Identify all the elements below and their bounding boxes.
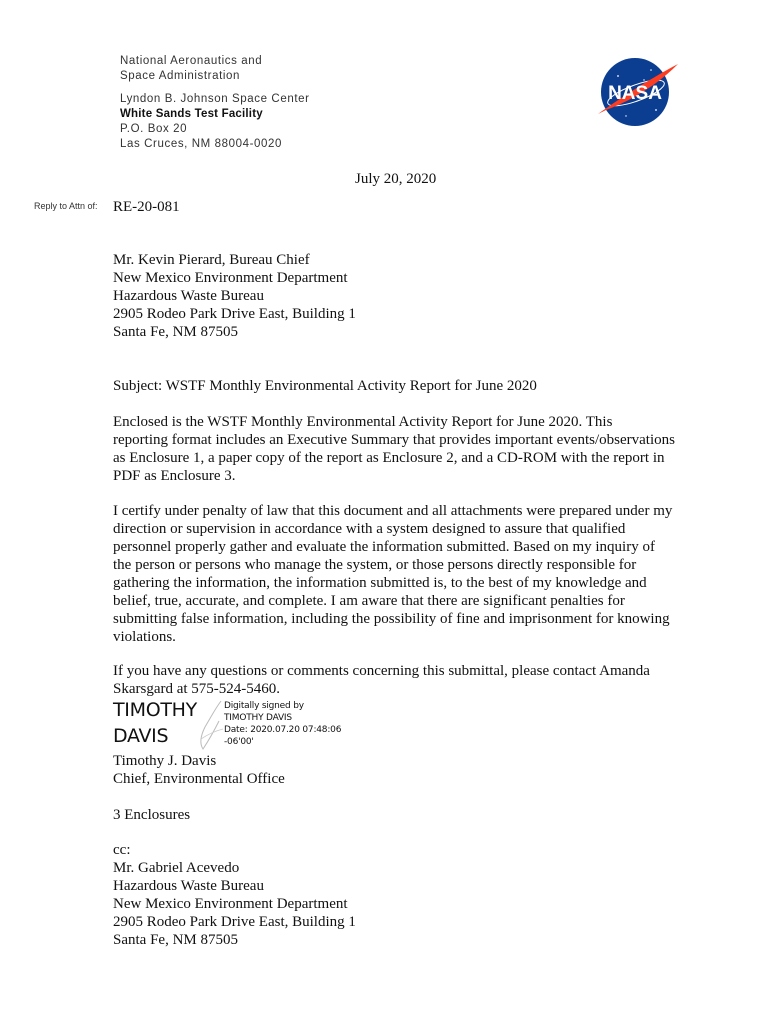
signature-meta-line: Date: 2020.07.20 07:48:06 [224,725,342,735]
paragraph-line: submitting false information, including the possibility of fine and imprisonment for knowing [113,611,670,627]
paragraph-line: belief, true, accurate, and complete. I am aware that there are significant penalties for [113,593,625,609]
signer-name: Timothy J. Davis [113,753,217,769]
paragraph-line: If you have any questions or comments concerning this submittal, please contact Amanda [113,663,650,679]
city-state-zip: Las Cruces, NM 88004-0020 [120,138,283,150]
signature-meta-line: -06'00' [224,737,254,747]
cc-line: Mr. Gabriel Acevedo [113,860,240,876]
agency-name-line2: Space Administration [120,70,241,82]
cc-line: Hazardous Waste Bureau [113,878,264,894]
cc-line: 2905 Rodeo Park Drive East, Building 1 [113,914,356,930]
paragraph-line: as Enclosure 1, a paper copy of the report as Enclosure 2, and a CD-ROM with the report in [113,450,665,466]
po-box: P.O. Box 20 [120,123,188,135]
paragraph-line: PDF as Enclosure 3. [113,468,236,484]
reference-number: RE-20-081 [113,199,180,215]
signer-title: Chief, Environmental Office [113,771,285,787]
paragraph-line: personnel properly gather and evaluate the information submitted. Based on my inquiry of [113,539,655,555]
enclosures-note: 3 Enclosures [113,807,191,823]
paragraph-line: violations. [113,629,176,645]
cc-line: Santa Fe, NM 87505 [113,932,238,948]
nasa-meatball-icon [596,56,680,128]
letter-date: July 20, 2020 [355,171,437,187]
digital-signature[interactable] [113,699,353,751]
reply-to-label: Reply to Attn of: [34,201,98,211]
recipient-line: New Mexico Environment Department [113,270,348,286]
facility-name: White Sands Test Facility [120,108,263,120]
body-paragraph-1 [113,413,683,485]
cc-label: cc: [113,842,131,858]
recipient-address [113,251,356,341]
paragraph-line: direction or supervision in accordance with a system designed to assure that qualified [113,521,626,537]
cc-block [113,841,356,949]
center-name: Lyndon B. Johnson Space Center [120,93,310,105]
cc-line: New Mexico Environment Department [113,896,348,912]
signature-name-line1: TIMOTHY [113,699,197,721]
paragraph-line: Skarsgard at 575-524-5460. [113,681,281,697]
body-paragraph-2 [113,502,683,646]
paragraph-line: I certify under penalty of law that this document and all attachments were prepared under my [113,503,673,519]
paragraph-line: reporting format includes an Executive Summary that provides important events/observations [113,432,675,448]
signer-block [113,752,285,788]
signature-meta-line: TIMOTHY DAVIS [224,713,292,723]
letterhead [120,54,310,152]
signature-flourish-icon [197,699,225,751]
recipient-line: 2905 Rodeo Park Drive East, Building 1 [113,306,356,322]
signature-name-line2: DAVIS [113,725,169,747]
signature-metadata [224,700,341,748]
body-paragraph-3 [113,662,683,698]
paragraph-line: gathering the information, the information submitted is, to the best of my knowledge and [113,575,647,591]
subject-line: Subject: WSTF Monthly Environmental Activity Report for June 2020 [113,378,537,394]
agency-name-line1: National Aeronautics and [120,55,263,67]
recipient-line: Hazardous Waste Bureau [113,288,264,304]
nasa-logo [596,56,680,128]
recipient-line: Santa Fe, NM 87505 [113,324,238,340]
signature-meta-line: Digitally signed by [224,701,304,711]
recipient-line: Mr. Kevin Pierard, Bureau Chief [113,252,310,268]
svg-text:NASA: NASA [608,83,662,104]
paragraph-line: the person or persons who manage the system, or those persons directly responsible for [113,557,637,573]
paragraph-line: Enclosed is the WSTF Monthly Environmental Activity Report for June 2020. This [113,414,613,430]
